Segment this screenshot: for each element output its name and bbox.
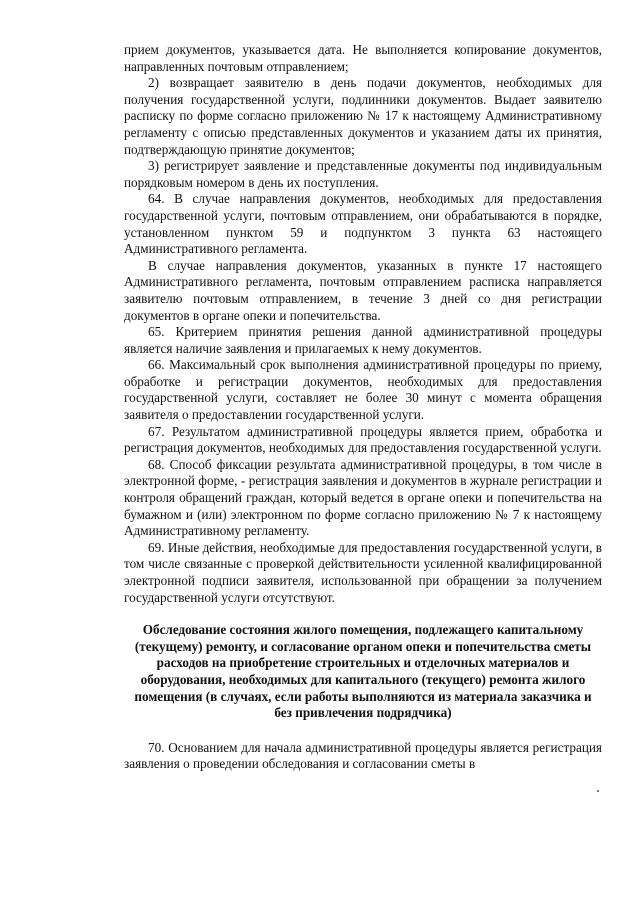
paragraph-64: 64. В случае направления документов, необходимых для предоставления государственной услуги, почтовым отправлением, они обрабатываются в порядке, установленном пунктом 59 и подпунктом 3 пункта 63 настоящего Административного регламента. [124,191,602,257]
paragraph-68: 68. Способ фиксации результата административной процедуры, в том числе в электронной форме, - регистрация заявления и документов в журнале регистрации и контроля обращений граждан, который ведется в органе опеки и попечительства на бумажном и (или) электронном по форме согласно приложению № 7 к настоящему Административному регламенту. [124,456,602,539]
paragraph-67: 67. Результатом административной процедуры является прием, обработка и регистрация документов, необходимых для предоставления государственной услуги. [124,423,602,456]
paragraph-64-continued: В случае направления документов, указанных в пункте 17 настоящего Административного регламента, почтовым отправлением расписка направляется заявителю почтовым отправлением, в течение 3 дней со дня регистрации документов в органе опеки и попечительства. [124,257,602,323]
scan-speck [597,790,599,792]
paragraph-65: 65. Критерием принятия решения данной административной процедуры является наличие заявления и прилагаемых к нему документов. [124,324,602,356]
paragraph-66: 66. Максимальный срок выполнения административной процедуры по приему, обработке и регистрации документов, необходимых для предоставления государственной услуги, составляет не более 30 минут с момента обращения заявителя о предоставлении государственной услуги. [124,357,602,423]
paragraph-continuation: прием документов, указывается дата. Не выполняется копирование документов, направленных почтовым отправлением; [124,42,602,74]
section-heading: Обследование состояния жилого помещения, подлежащего капитальному (текущему) ремонту, и согласование органом опеки и попечительства сметы расходов на приобретение строительных и отделочных материалов и оборудования, необходимых для капитального (текущего) ремонта жилого помещения (в случаях, если работы выполняются из материала заказчика и без привлечения подрядчика) [134,622,592,721]
paragraph-69: 69. Иные действия, необходимые для предоставления государственной услуги, в том числе связанные с проверкой действительности усиленной квалифицированной электронной подписи заявителя, использованной при обращении за получением государственной услуги отсутствуют. [124,539,602,605]
paragraph-item-2: 2) возвращает заявителю в день подачи документов, необходимых для получения государственной услуги, подлинники документов. Выдает заявителю расписку по форме согласно приложению № 17 к настоящему Административному регламенту с описью представленных документов и указанием даты их принятия, подтверждающую принятие документов; [124,75,602,157]
document-body [124,42,602,773]
paragraph-70: 70. Основанием для начала административной процедуры является регистрация заявления о проведении обследования и согласовании сметы в [124,739,602,772]
paragraph-item-3: 3) регистрирует заявление и представленные документы под индивидуальным порядковым номером в день их поступления. [124,158,602,190]
